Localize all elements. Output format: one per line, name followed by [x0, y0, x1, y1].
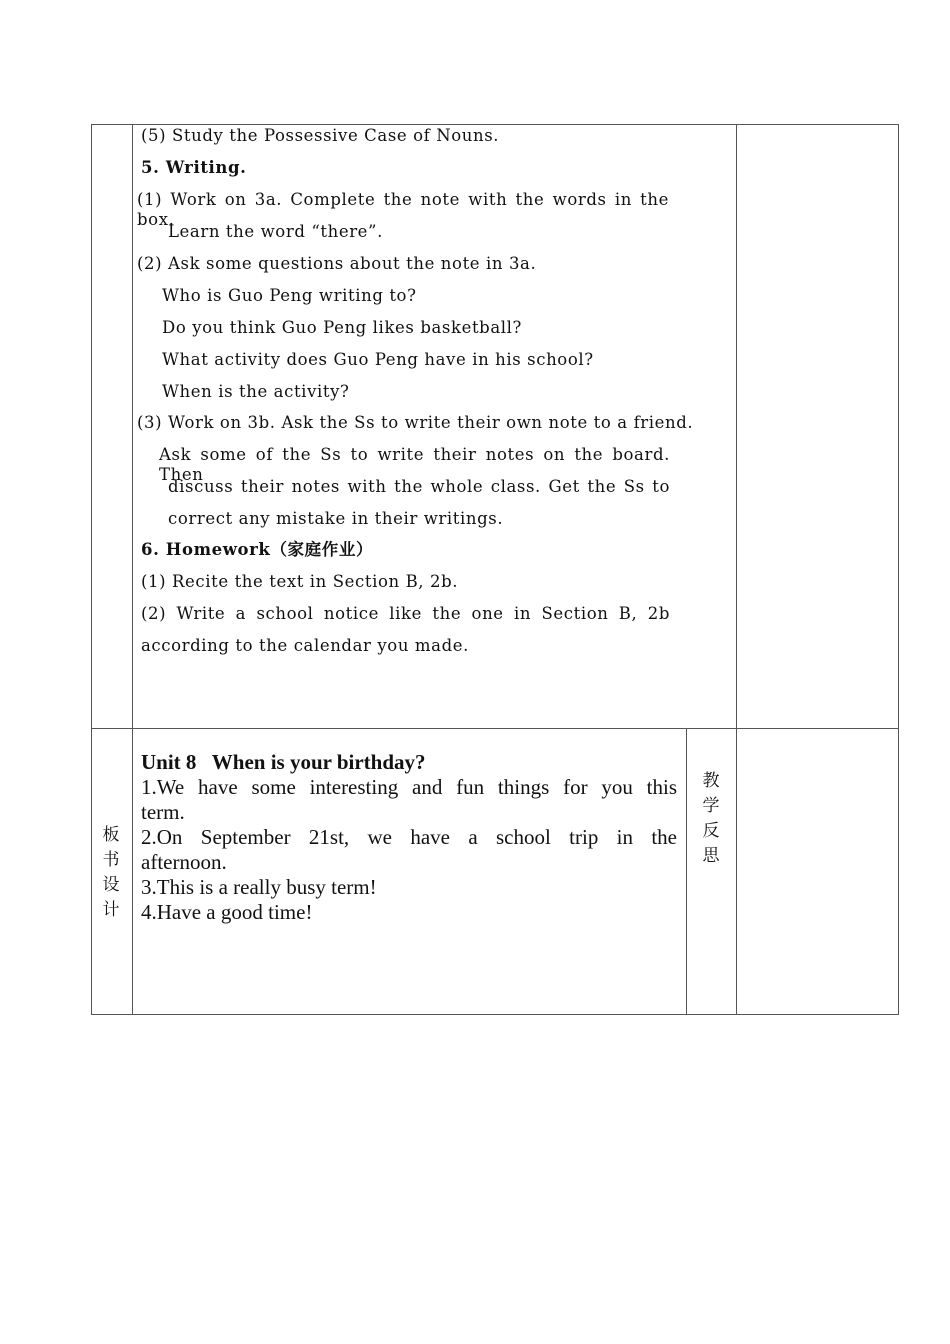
- homework-1: (1) Recite the text in Section B, 2b.: [141, 572, 459, 591]
- homework-2-cont: according to the calendar you made.: [141, 636, 469, 655]
- homework-2: (2) Write a school notice like the one in Section B, 2b: [141, 604, 670, 623]
- question-2: Do you think Guo Peng likes basketball?: [162, 318, 522, 337]
- question-4: When is the activity?: [162, 382, 350, 401]
- board-item-3: 3.This is a really busy term!: [141, 875, 377, 899]
- writing-step-3-line-4: correct any mistake in their writings.: [168, 509, 504, 528]
- writing-step-3-line-3: discuss their notes with the whole class. Get the Ss to: [168, 477, 670, 496]
- table-border-bottom: [91, 1014, 899, 1015]
- writing-step-3-line-2: Ask some of the Ss to write their notes on the board. Then: [159, 445, 670, 484]
- reflection-char: 学: [702, 796, 720, 816]
- table-col-divider-1: [132, 124, 133, 1015]
- writing-step-2: (2) Ask some questions about the note in 3a.: [137, 254, 537, 273]
- reflection-char: 教: [702, 771, 720, 791]
- board-design-char: 计: [102, 900, 120, 920]
- table-border-right: [898, 124, 899, 1015]
- board-item-2-cont: afternoon.: [141, 850, 227, 874]
- board-item-1: 1.We have some interesting and fun things for you this: [141, 775, 677, 799]
- reflection-char: 思: [702, 846, 720, 866]
- question-3: What activity does Guo Peng have in his school?: [162, 350, 594, 369]
- board-item-1-cont: term.: [141, 800, 185, 824]
- reflection-char: 反: [702, 821, 720, 841]
- board-design-char: 板: [102, 825, 120, 845]
- board-design-char: 设: [102, 875, 120, 895]
- question-1: Who is Guo Peng writing to?: [162, 286, 417, 305]
- reflection-label: [700, 769, 722, 869]
- table-border-top: [91, 124, 899, 125]
- board-design-label: [100, 823, 122, 923]
- writing-step-1: (1) Work on 3a. Complete the note with the words in the box.: [137, 190, 669, 229]
- table-col-divider-3: [686, 728, 687, 1015]
- homework-heading: 6. Homework（家庭作业）: [141, 540, 374, 559]
- table-col-divider-4: [736, 124, 737, 1015]
- writing-step-1-cont: Learn the word “there”.: [168, 222, 383, 241]
- board-design-char: 书: [102, 850, 120, 870]
- step-study-possessive: (5) Study the Possessive Case of Nouns.: [141, 126, 500, 145]
- writing-step-3: (3) Work on 3b. Ask the Ss to write their own note to a friend.: [137, 413, 694, 432]
- table-row-divider: [91, 728, 899, 729]
- writing-heading: 5. Writing.: [141, 158, 247, 177]
- table-border-left: [91, 124, 92, 1015]
- board-item-4: 4.Have a good time!: [141, 900, 313, 924]
- board-item-2: 2.On September 21st, we have a school trip in the: [141, 825, 677, 849]
- board-title: Unit 8 When is your birthday?: [141, 750, 426, 774]
